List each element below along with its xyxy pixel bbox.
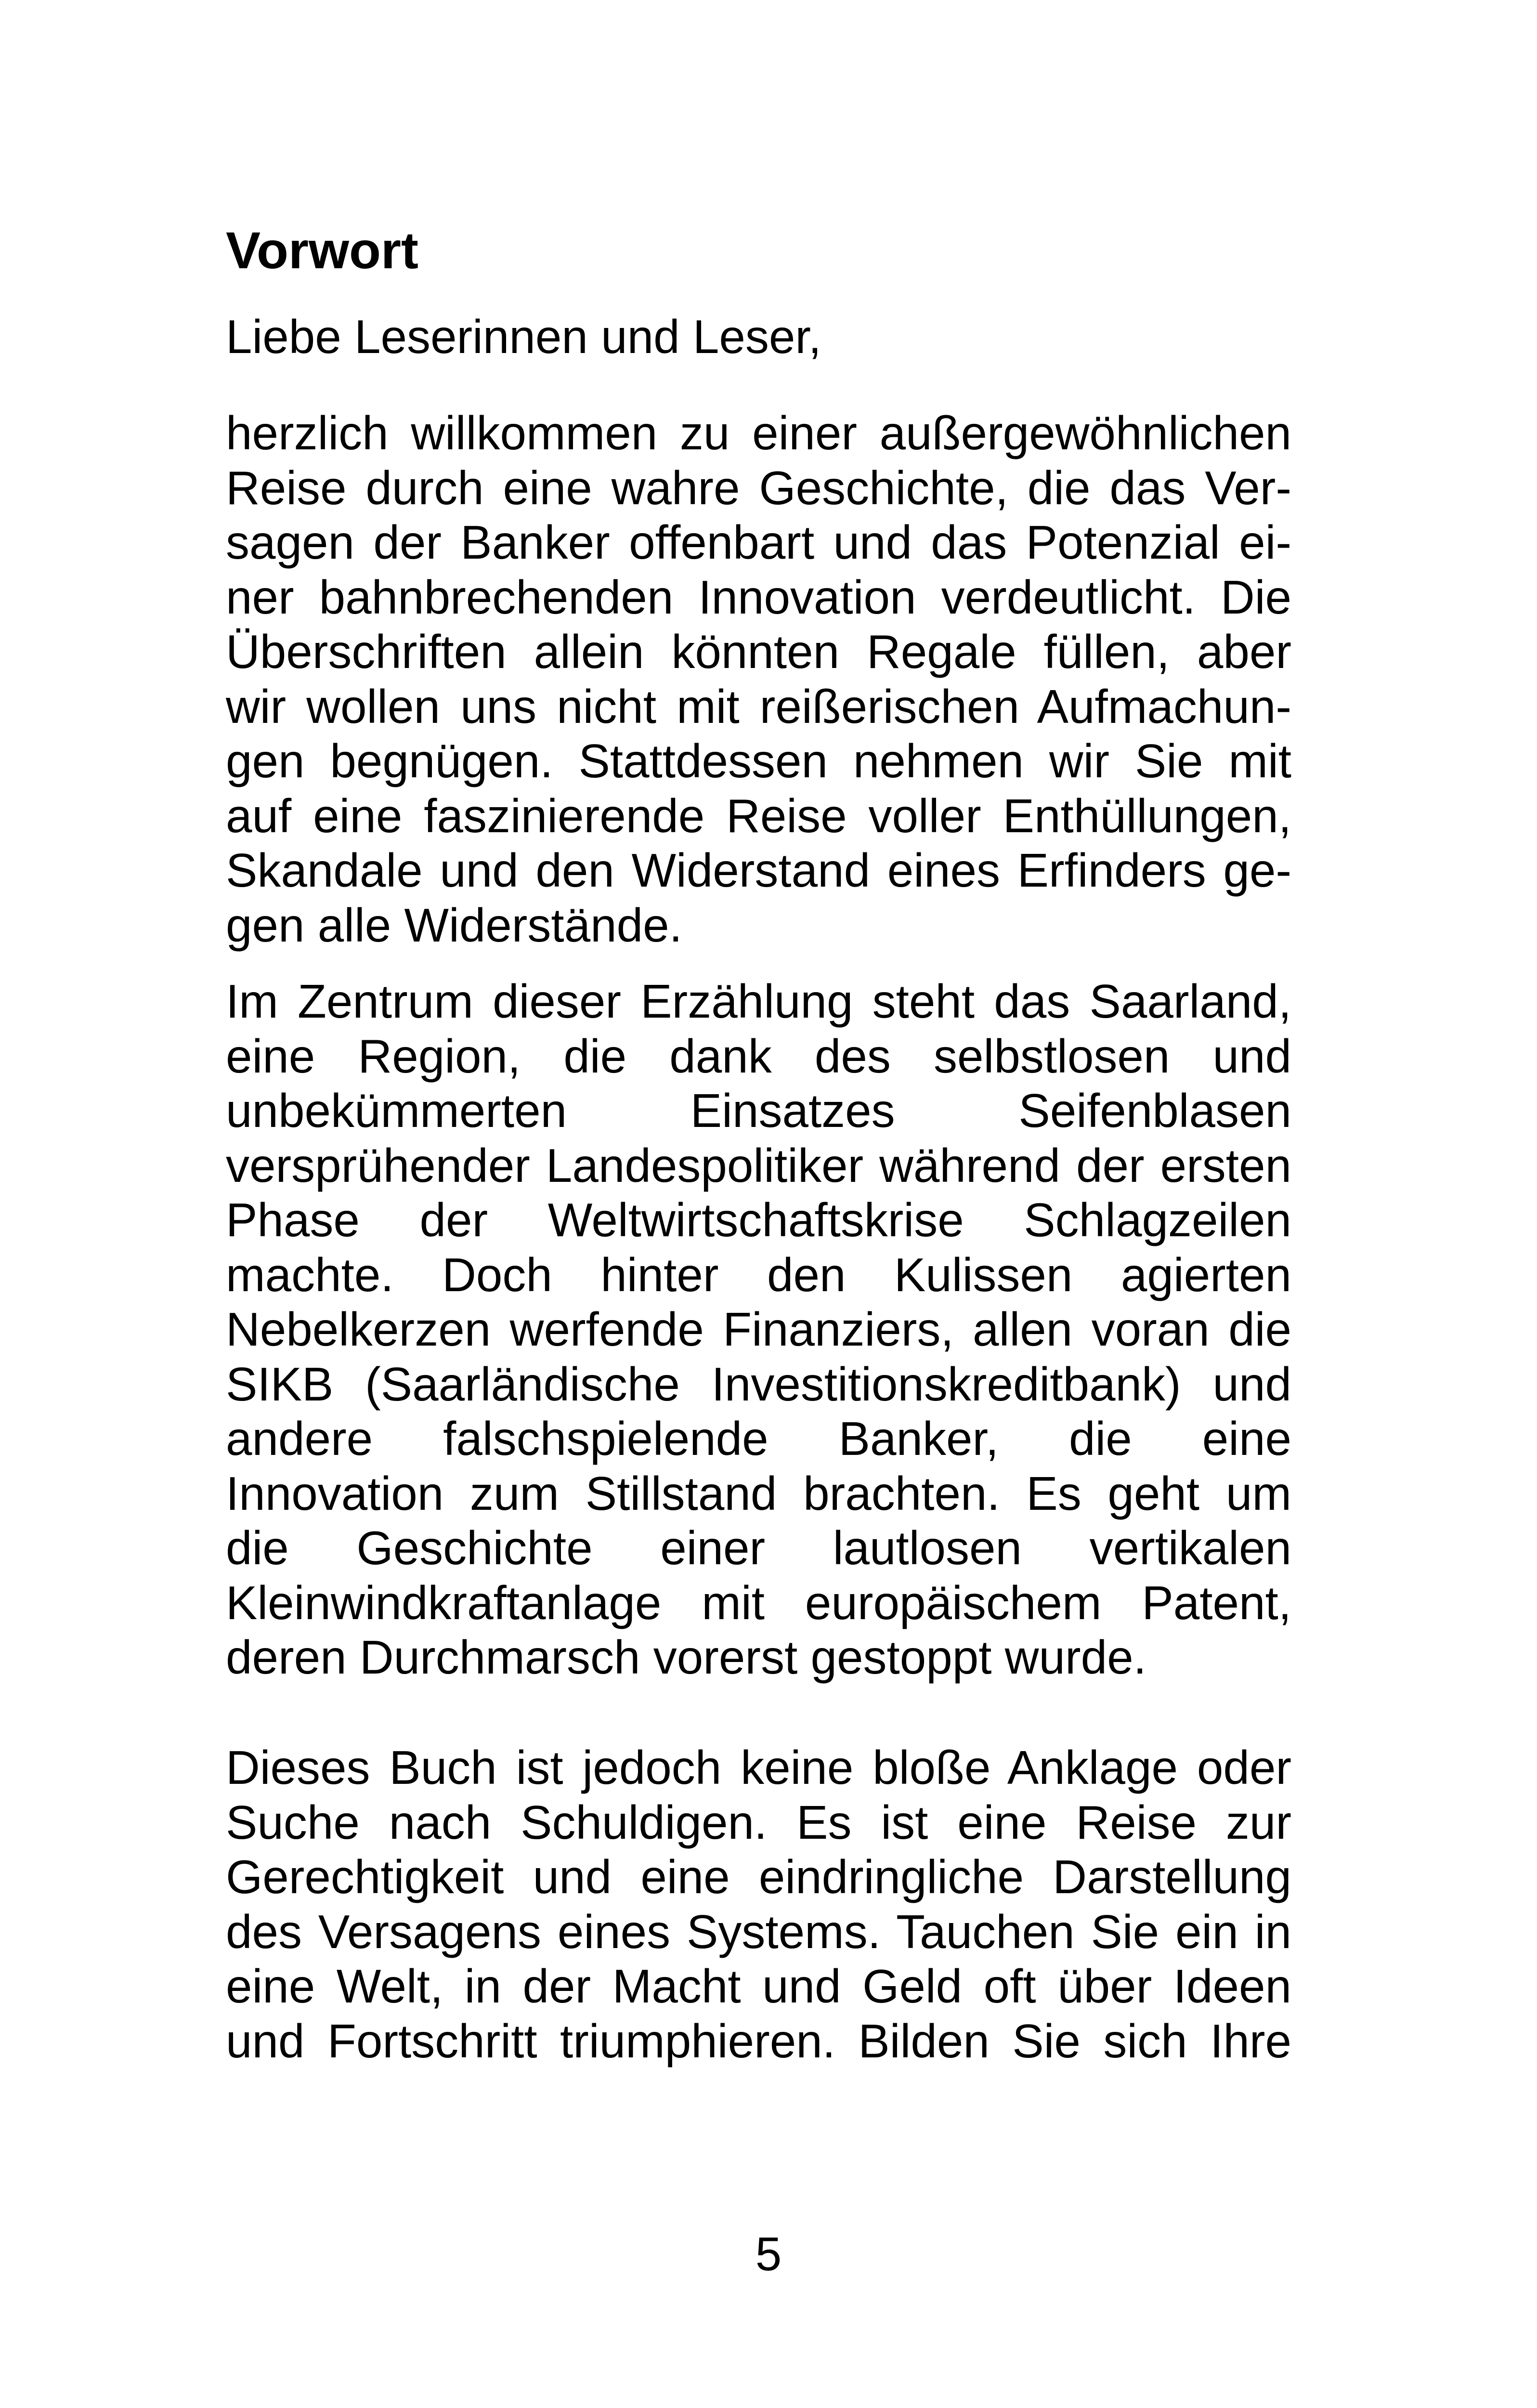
paragraph-line: herzlich willkommen zu einer außergewöhnlichen [226, 406, 1291, 459]
paragraph-line: andere falschspielende Banker, die eine [226, 1412, 1291, 1465]
paragraph-line: Reise durch eine wahre Geschichte, die das Ver- [226, 461, 1291, 514]
paragraph-3 [226, 1741, 1291, 2068]
paragraph-line: Skandale und den Widerstand eines Erfinders ge- [226, 844, 1291, 897]
salutation: Liebe Leserinnen und Leser, [226, 310, 821, 363]
paragraph-line: Kleinwindkraftanlage mit europäischem Patent, [226, 1576, 1291, 1629]
page-number: 5 [755, 2227, 782, 2280]
paragraph-line: Nebelkerzen werfende Finanziers, allen voran die [226, 1303, 1291, 1356]
paragraph-line: sagen der Banker offenbart und das Potenzial ei- [226, 516, 1291, 569]
paragraph-2 [226, 974, 1291, 1685]
paragraph-line: eine Welt, in der Macht und Geld oft über Ideen [226, 1960, 1291, 2013]
paragraph-line: Gerechtigkeit und eine eindringliche Darstellung [226, 1850, 1291, 1903]
paragraph-line: deren Durchmarsch vorerst gestoppt wurde. [226, 1631, 1146, 1684]
paragraph-line: Überschriften allein könnten Regale füllen, aber [226, 625, 1291, 678]
paragraph-line: Phase der Weltwirtschaftskrise Schlagzeilen [226, 1193, 1291, 1246]
paragraph-line: versprühender Landespolitiker während der ersten [226, 1139, 1291, 1192]
paragraph-line: und Fortschritt triumphieren. Bilden Sie sich Ihre [226, 2014, 1291, 2068]
paragraph-line: gen alle Widerstände. [226, 898, 682, 952]
paragraph-line: wir wollen uns nicht mit reißerischen Aufmachun- [226, 680, 1291, 733]
paragraph-line: auf eine faszinierende Reise voller Enthüllungen, [226, 789, 1291, 842]
paragraph-line: Dieses Buch ist jedoch keine bloße Anklage oder [226, 1741, 1291, 1794]
paragraph-line: Suche nach Schuldigen. Es ist eine Reise zur [226, 1795, 1291, 1849]
paragraph-line: ner bahnbrechenden Innovation verdeutlicht. Die [226, 570, 1291, 624]
paragraph-line: unbekümmerten Einsatzes Seifenblasen [226, 1084, 1291, 1137]
paragraph-line: die Geschichte einer lautlosen vertikalen [226, 1521, 1291, 1574]
paragraph-1 [226, 406, 1291, 953]
paragraph-line: gen begnügen. Stattdessen nehmen wir Sie mit [226, 734, 1291, 787]
paragraph-line: Innovation zum Stillstand brachten. Es geht um [226, 1466, 1291, 1520]
paragraph-line: eine Region, die dank des selbstlosen und [226, 1029, 1291, 1083]
paragraph-line: des Versagens eines Systems. Tauchen Sie ein in [226, 1905, 1291, 1958]
chapter-heading: Vorwort [226, 221, 418, 279]
paragraph-line: SIKB (Saarländische Investitionskreditbank) und [226, 1357, 1291, 1411]
paragraph-line: machte. Doch hinter den Kulissen agierten [226, 1248, 1291, 1301]
paragraph-line: Im Zentrum dieser Erzählung steht das Saarland, [226, 975, 1291, 1028]
